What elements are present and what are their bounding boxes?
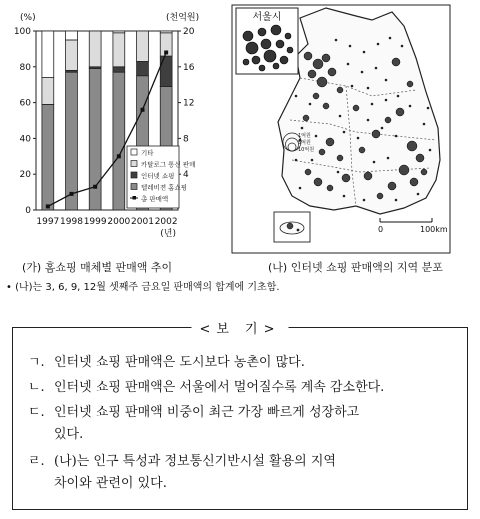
right-axis-unit: (천억원) (166, 13, 200, 23)
legend-marker (133, 196, 137, 200)
sales-circle (287, 223, 293, 229)
left-tick-label: 100 (13, 27, 31, 37)
sales-circle (246, 42, 258, 54)
sales-circle (259, 65, 265, 71)
size-legend-label: 10억원 (298, 147, 315, 153)
bar-segment (89, 31, 101, 67)
bogi-item-2 (28, 377, 458, 399)
sales-dot (387, 157, 390, 160)
total-sales-point (46, 204, 50, 208)
caption-right: (나) 인터넷 쇼핑 판매액의 지역 분포 (268, 261, 443, 274)
sales-circle (280, 56, 288, 64)
size-legend-label: 1억원 (298, 133, 311, 139)
bar-segment (89, 69, 101, 210)
legend-swatch (131, 149, 137, 155)
sales-circle (328, 68, 336, 76)
right-tick-label: 20 (183, 27, 195, 37)
bogi-mark: ㄷ. (28, 405, 45, 420)
sales-dot (295, 159, 298, 162)
sales-dot (375, 67, 378, 70)
bar-segment (137, 31, 149, 61)
sales-dot (349, 45, 352, 48)
bar-segment (160, 31, 172, 33)
bogi-mark: ㄱ. (28, 355, 45, 370)
bar-segment (113, 67, 125, 72)
sales-dot (311, 159, 314, 162)
bar-segment (66, 31, 78, 40)
x-tick-label: 1999 (83, 217, 107, 227)
sales-dot (363, 51, 366, 54)
sales-dot (385, 99, 388, 102)
sales-dot (315, 135, 318, 138)
sales-circle (258, 28, 266, 36)
total-sales-point (117, 154, 121, 158)
sales-dot (361, 71, 364, 74)
caption-left: (가) 홈쇼핑 매체별 판매액 추이 (22, 261, 173, 274)
sales-dot (397, 95, 400, 98)
sales-dot (373, 161, 376, 164)
right-tick-label: 4 (183, 170, 189, 181)
sales-circle (392, 58, 400, 66)
sales-circle (273, 63, 279, 69)
bogi-text: (나)는 인구 특성과 정보통신기반시설 활용의 지역 (54, 454, 336, 469)
sales-circle (410, 178, 418, 186)
right-tick-label: 8 (183, 134, 189, 145)
sales-circle (399, 165, 409, 175)
sales-circle (305, 169, 311, 175)
right-tick-label: 16 (183, 62, 195, 73)
sales-dot (363, 199, 366, 202)
x-axis-unit: (년) (160, 229, 176, 239)
sales-circle (327, 185, 333, 191)
legend-label: 카탈로그 통신 판매 (141, 160, 196, 169)
sales-dot (395, 199, 398, 202)
bogi-mark: ㄹ. (28, 454, 45, 469)
bogi-text-cont: 차이와 관련이 있다. (54, 476, 167, 491)
total-sales-point (141, 108, 145, 112)
bogi-item-1 (28, 352, 458, 374)
bogi-item-3 (28, 402, 458, 446)
sales-dot (409, 105, 412, 108)
sales-dot (385, 79, 388, 82)
bar-segment (42, 78, 54, 105)
sales-dot (395, 135, 398, 138)
legend-label: 텔레비젼 홈쇼핑 (141, 183, 188, 192)
sales-circle (323, 103, 329, 109)
sales-circle (271, 25, 281, 35)
sales-circle (319, 149, 325, 155)
bar-segment (66, 72, 78, 210)
x-tick-label: 2001 (131, 217, 154, 227)
sales-circle (407, 81, 413, 87)
x-tick-label: 1998 (60, 217, 83, 227)
bar-segment (113, 72, 125, 210)
sales-circle (377, 193, 383, 199)
sales-circle (261, 39, 271, 49)
sales-circle (359, 147, 365, 153)
sales-dot (427, 107, 430, 110)
distribution-map (232, 5, 450, 253)
legend-label: 인터넷 쇼핑 (141, 172, 175, 180)
sales-circle (364, 172, 372, 180)
sales-dot (423, 123, 426, 126)
x-tick-label: 1997 (36, 217, 60, 227)
sales-circle (322, 54, 330, 62)
sales-circle (304, 52, 312, 60)
sales-circle (308, 70, 316, 78)
sales-circle (396, 108, 404, 116)
sales-circle (314, 178, 322, 186)
left-axis-unit: (%) (20, 13, 36, 23)
sales-dot (389, 37, 392, 40)
legend-swatch (131, 172, 137, 178)
scale-label-start: 0 (378, 225, 384, 234)
sales-dot (297, 229, 300, 232)
sales-dot (343, 131, 346, 134)
left-tick-label: 60 (19, 98, 31, 109)
sales-circle (342, 174, 350, 182)
sales-circle (303, 115, 309, 121)
x-tick-label: 2002 (154, 217, 178, 227)
sales-dot (367, 119, 370, 122)
legend-label: 기타 (141, 149, 154, 157)
footnote: • (나)는 3, 6, 9, 12월 셋째주 금요일 판매액의 합계에 기초함. (6, 282, 280, 293)
sales-circle (317, 77, 327, 87)
bogi-mark: ㄴ. (28, 380, 45, 395)
bogi-text: 인터넷 쇼핑 판매액 비중이 최근 가장 빠르게 성장하고 (54, 405, 360, 420)
sales-dot (343, 195, 346, 198)
x-tick-label: 2000 (107, 217, 131, 227)
seoul-inset-label: 서울시 (252, 12, 282, 23)
sales-circle (385, 117, 391, 123)
sales-dot (339, 115, 342, 118)
bar-segment (66, 40, 78, 70)
bar-segment (42, 104, 54, 210)
left-tick-label: 80 (19, 62, 31, 73)
bar-segment (113, 31, 125, 33)
bogi-text: 인터넷 쇼핑 판매액은 도시보다 농촌이 많다. (54, 355, 305, 370)
left-tick-label: 40 (19, 134, 31, 145)
total-sales-point (70, 192, 74, 196)
legend-label: 총 판매액 (141, 195, 169, 203)
sales-dot (381, 127, 384, 130)
total-sales-point (164, 50, 168, 54)
sales-circle (421, 169, 427, 175)
sales-dot (335, 39, 338, 42)
sales-dot (309, 103, 312, 106)
sales-dot (401, 45, 404, 48)
sales-circle (287, 47, 293, 53)
left-tick-label: 0 (25, 206, 31, 216)
sales-dot (351, 85, 354, 88)
right-tick-label: 12 (183, 98, 195, 109)
sales-dot (377, 43, 380, 46)
bogi-item-4 (28, 451, 458, 495)
bar-segment (160, 56, 172, 86)
sales-dot (371, 103, 374, 106)
bar-segment (113, 33, 125, 67)
sales-circle (243, 31, 253, 41)
bogi-title: <보 기> (191, 318, 288, 337)
legend-swatch (131, 184, 137, 190)
sales-dot (417, 193, 420, 196)
sales-dot (337, 171, 340, 174)
sales-circle (337, 155, 343, 161)
sales-circle (407, 141, 417, 151)
sales-dot (429, 149, 432, 152)
total-sales-point (93, 185, 97, 189)
sales-dot (295, 95, 298, 98)
bar-segment (42, 31, 54, 78)
sales-circle (326, 138, 334, 146)
left-tick-label: 20 (19, 170, 31, 181)
bogi-text: 인터넷 쇼핑 판매액은 서울에서 멀어질수록 계속 감소한다. (54, 380, 385, 395)
sales-circle (252, 56, 260, 64)
sales-dot (301, 127, 304, 130)
sales-circle (276, 40, 284, 48)
sales-circle (313, 93, 319, 99)
sales-circle (388, 182, 396, 190)
bar-segment (137, 61, 149, 75)
sales-circle (313, 59, 323, 69)
bogi-text-cont: 있다. (54, 427, 84, 442)
sales-dot (347, 63, 350, 66)
stacked-bar-chart (14, 11, 199, 239)
sales-circle (285, 33, 291, 39)
sales-circle (264, 50, 276, 62)
sales-circle (416, 154, 424, 162)
legend-swatch (131, 161, 137, 167)
sales-dot (357, 137, 360, 140)
size-legend-label: 5억원 (298, 140, 311, 146)
sales-circle (353, 105, 359, 111)
sales-circle (243, 59, 249, 65)
sales-circle (337, 87, 343, 93)
sales-dot (367, 87, 370, 90)
sales-dot (299, 187, 302, 190)
scale-label-end: 100km (420, 225, 448, 234)
sales-circle (372, 130, 380, 138)
